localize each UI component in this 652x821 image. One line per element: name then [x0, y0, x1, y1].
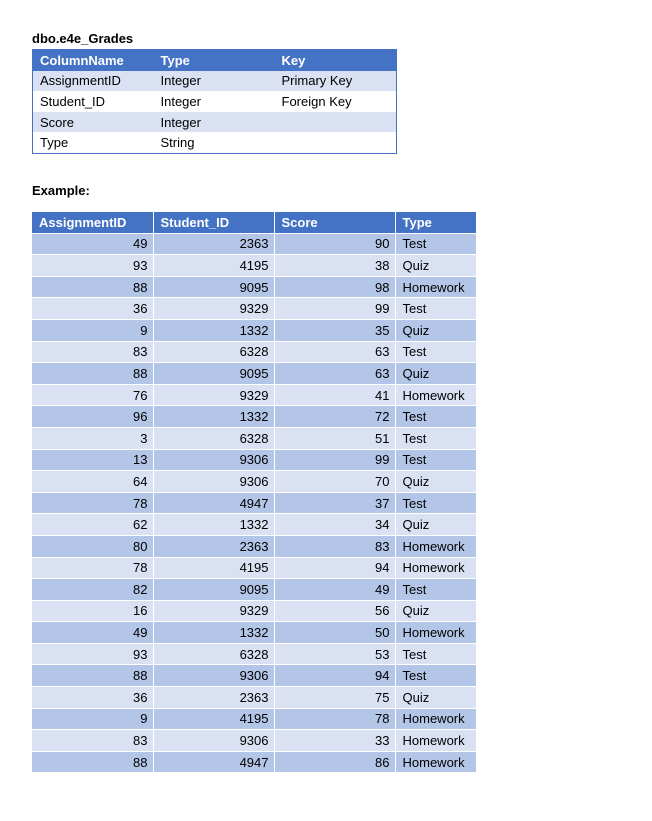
example-cell-score: 33: [274, 730, 395, 752]
example-cell-student-id: 1332: [153, 319, 274, 341]
schema-row: [33, 132, 397, 153]
example-row: [32, 341, 476, 363]
example-cell-assignmentid: 80: [32, 535, 153, 557]
example-cell-assignmentid: 88: [32, 751, 153, 773]
schema-cell-key: [275, 112, 397, 133]
example-cell-score: 98: [274, 276, 395, 298]
example-cell-student-id: 9095: [153, 579, 274, 601]
table-title: dbo.e4e_Grades: [32, 31, 134, 46]
example-cell-assignmentid: 3: [32, 427, 153, 449]
example-cell-assignmentid: 49: [32, 622, 153, 644]
example-cell-score: 35: [274, 319, 395, 341]
example-cell-score: 94: [274, 557, 395, 579]
example-cell-assignmentid: 78: [32, 492, 153, 514]
example-cell-type: Test: [395, 665, 476, 687]
schema-cell-columnname: AssignmentID: [33, 71, 154, 92]
example-cell-type: Test: [395, 427, 476, 449]
example-cell-student-id: 9306: [153, 665, 274, 687]
example-header-student-id: Student_ID: [153, 212, 274, 233]
example-cell-assignmentid: 96: [32, 406, 153, 428]
example-cell-score: 86: [274, 751, 395, 773]
example-cell-type: Homework: [395, 276, 476, 298]
schema-row: [33, 91, 397, 112]
example-row: [32, 319, 476, 341]
example-row: [32, 535, 476, 557]
example-cell-score: 72: [274, 406, 395, 428]
example-cell-type: Homework: [395, 384, 476, 406]
example-cell-assignmentid: 36: [32, 687, 153, 709]
example-cell-student-id: 4947: [153, 492, 274, 514]
example-row: [32, 751, 476, 773]
example-cell-student-id: 9329: [153, 600, 274, 622]
example-cell-type: Test: [395, 406, 476, 428]
example-cell-type: Test: [395, 233, 476, 255]
example-row: [32, 406, 476, 428]
example-cell-student-id: 2363: [153, 233, 274, 255]
example-cell-assignmentid: 88: [32, 276, 153, 298]
example-cell-score: 90: [274, 233, 395, 255]
example-cell-student-id: 9306: [153, 730, 274, 752]
example-row: [32, 643, 476, 665]
schema-cell-type: Integer: [154, 91, 275, 112]
schema-cell-columnname: Type: [33, 132, 154, 153]
example-cell-type: Test: [395, 449, 476, 471]
example-row: [32, 665, 476, 687]
schema-cell-columnname: Student_ID: [33, 91, 154, 112]
example-cell-student-id: 9306: [153, 471, 274, 493]
example-row: [32, 276, 476, 298]
example-cell-assignmentid: 83: [32, 730, 153, 752]
example-cell-student-id: 6328: [153, 341, 274, 363]
example-cell-type: Homework: [395, 535, 476, 557]
example-cell-score: 75: [274, 687, 395, 709]
example-row: [32, 730, 476, 752]
example-cell-assignmentid: 9: [32, 319, 153, 341]
example-cell-student-id: 4195: [153, 255, 274, 277]
example-cell-assignmentid: 76: [32, 384, 153, 406]
example-row: [32, 427, 476, 449]
example-cell-type: Quiz: [395, 363, 476, 385]
schema-header-key: Key: [275, 50, 397, 71]
example-cell-assignmentid: 88: [32, 363, 153, 385]
example-cell-score: 49: [274, 579, 395, 601]
schema-row: [33, 112, 397, 133]
schema-cell-type: Integer: [154, 71, 275, 92]
schema-header-columnname: ColumnName: [33, 50, 154, 71]
example-cell-score: 63: [274, 363, 395, 385]
example-cell-type: Homework: [395, 622, 476, 644]
example-cell-type: Homework: [395, 730, 476, 752]
example-cell-score: 34: [274, 514, 395, 536]
example-cell-student-id: 1332: [153, 514, 274, 536]
example-cell-type: Quiz: [395, 471, 476, 493]
example-cell-type: Homework: [395, 557, 476, 579]
example-row: [32, 557, 476, 579]
example-header-score: Score: [274, 212, 395, 233]
example-cell-type: Test: [395, 579, 476, 601]
example-cell-score: 41: [274, 384, 395, 406]
example-cell-student-id: 6328: [153, 427, 274, 449]
schema-cell-columnname: Score: [33, 112, 154, 133]
example-cell-score: 38: [274, 255, 395, 277]
example-cell-student-id: 1332: [153, 406, 274, 428]
example-header-type: Type: [395, 212, 476, 233]
example-cell-student-id: 2363: [153, 687, 274, 709]
example-cell-assignmentid: 62: [32, 514, 153, 536]
example-cell-type: Test: [395, 492, 476, 514]
example-header-assignmentid: AssignmentID: [32, 212, 153, 233]
example-cell-type: Quiz: [395, 600, 476, 622]
example-cell-type: Quiz: [395, 255, 476, 277]
example-row: [32, 255, 476, 277]
example-row: [32, 492, 476, 514]
example-cell-type: Quiz: [395, 319, 476, 341]
example-cell-assignmentid: 93: [32, 255, 153, 277]
example-cell-score: 53: [274, 643, 395, 665]
schema-header-row: [33, 50, 397, 71]
example-cell-student-id: 4195: [153, 557, 274, 579]
example-cell-type: Test: [395, 643, 476, 665]
example-cell-student-id: 4195: [153, 708, 274, 730]
example-cell-score: 63: [274, 341, 395, 363]
example-cell-type: Homework: [395, 751, 476, 773]
example-cell-type: Test: [395, 341, 476, 363]
example-row: [32, 600, 476, 622]
example-cell-score: 51: [274, 427, 395, 449]
example-row: [32, 298, 476, 320]
example-cell-type: Homework: [395, 708, 476, 730]
example-cell-score: 83: [274, 535, 395, 557]
schema-table: [32, 49, 397, 154]
example-table: [32, 212, 476, 773]
example-cell-type: Quiz: [395, 514, 476, 536]
example-cell-type: Test: [395, 298, 476, 320]
example-body: [32, 233, 476, 773]
example-cell-assignmentid: 36: [32, 298, 153, 320]
example-cell-assignmentid: 9: [32, 708, 153, 730]
example-cell-score: 70: [274, 471, 395, 493]
example-header-row: [32, 212, 476, 233]
example-row: [32, 363, 476, 385]
example-cell-score: 37: [274, 492, 395, 514]
example-cell-student-id: 9095: [153, 363, 274, 385]
schema-row: [33, 71, 397, 92]
example-cell-score: 78: [274, 708, 395, 730]
example-cell-student-id: 9095: [153, 276, 274, 298]
example-cell-student-id: 1332: [153, 622, 274, 644]
schema-cell-key: [275, 132, 397, 153]
example-cell-assignmentid: 16: [32, 600, 153, 622]
schema-header-type: Type: [154, 50, 275, 71]
schema-cell-key: Foreign Key: [275, 91, 397, 112]
example-row: [32, 579, 476, 601]
example-row: [32, 449, 476, 471]
example-cell-assignmentid: 49: [32, 233, 153, 255]
schema-cell-type: String: [154, 132, 275, 153]
example-cell-student-id: 9306: [153, 449, 274, 471]
example-cell-assignmentid: 78: [32, 557, 153, 579]
example-cell-student-id: 2363: [153, 535, 274, 557]
example-row: [32, 514, 476, 536]
schema-cell-type: Integer: [154, 112, 275, 133]
example-cell-student-id: 4947: [153, 751, 274, 773]
example-cell-assignmentid: 64: [32, 471, 153, 493]
example-cell-score: 99: [274, 298, 395, 320]
example-row: [32, 384, 476, 406]
example-cell-assignmentid: 88: [32, 665, 153, 687]
example-cell-assignmentid: 13: [32, 449, 153, 471]
example-cell-score: 56: [274, 600, 395, 622]
example-cell-score: 94: [274, 665, 395, 687]
example-cell-assignmentid: 93: [32, 643, 153, 665]
example-cell-student-id: 9329: [153, 384, 274, 406]
example-label: Example:: [32, 183, 90, 198]
example-cell-score: 50: [274, 622, 395, 644]
example-row: [32, 471, 476, 493]
example-cell-type: Quiz: [395, 687, 476, 709]
example-cell-assignmentid: 82: [32, 579, 153, 601]
example-cell-student-id: 6328: [153, 643, 274, 665]
example-row: [32, 687, 476, 709]
example-row: [32, 708, 476, 730]
example-row: [32, 622, 476, 644]
schema-cell-key: Primary Key: [275, 71, 397, 92]
example-row: [32, 233, 476, 255]
example-cell-assignmentid: 83: [32, 341, 153, 363]
example-cell-score: 99: [274, 449, 395, 471]
example-cell-student-id: 9329: [153, 298, 274, 320]
